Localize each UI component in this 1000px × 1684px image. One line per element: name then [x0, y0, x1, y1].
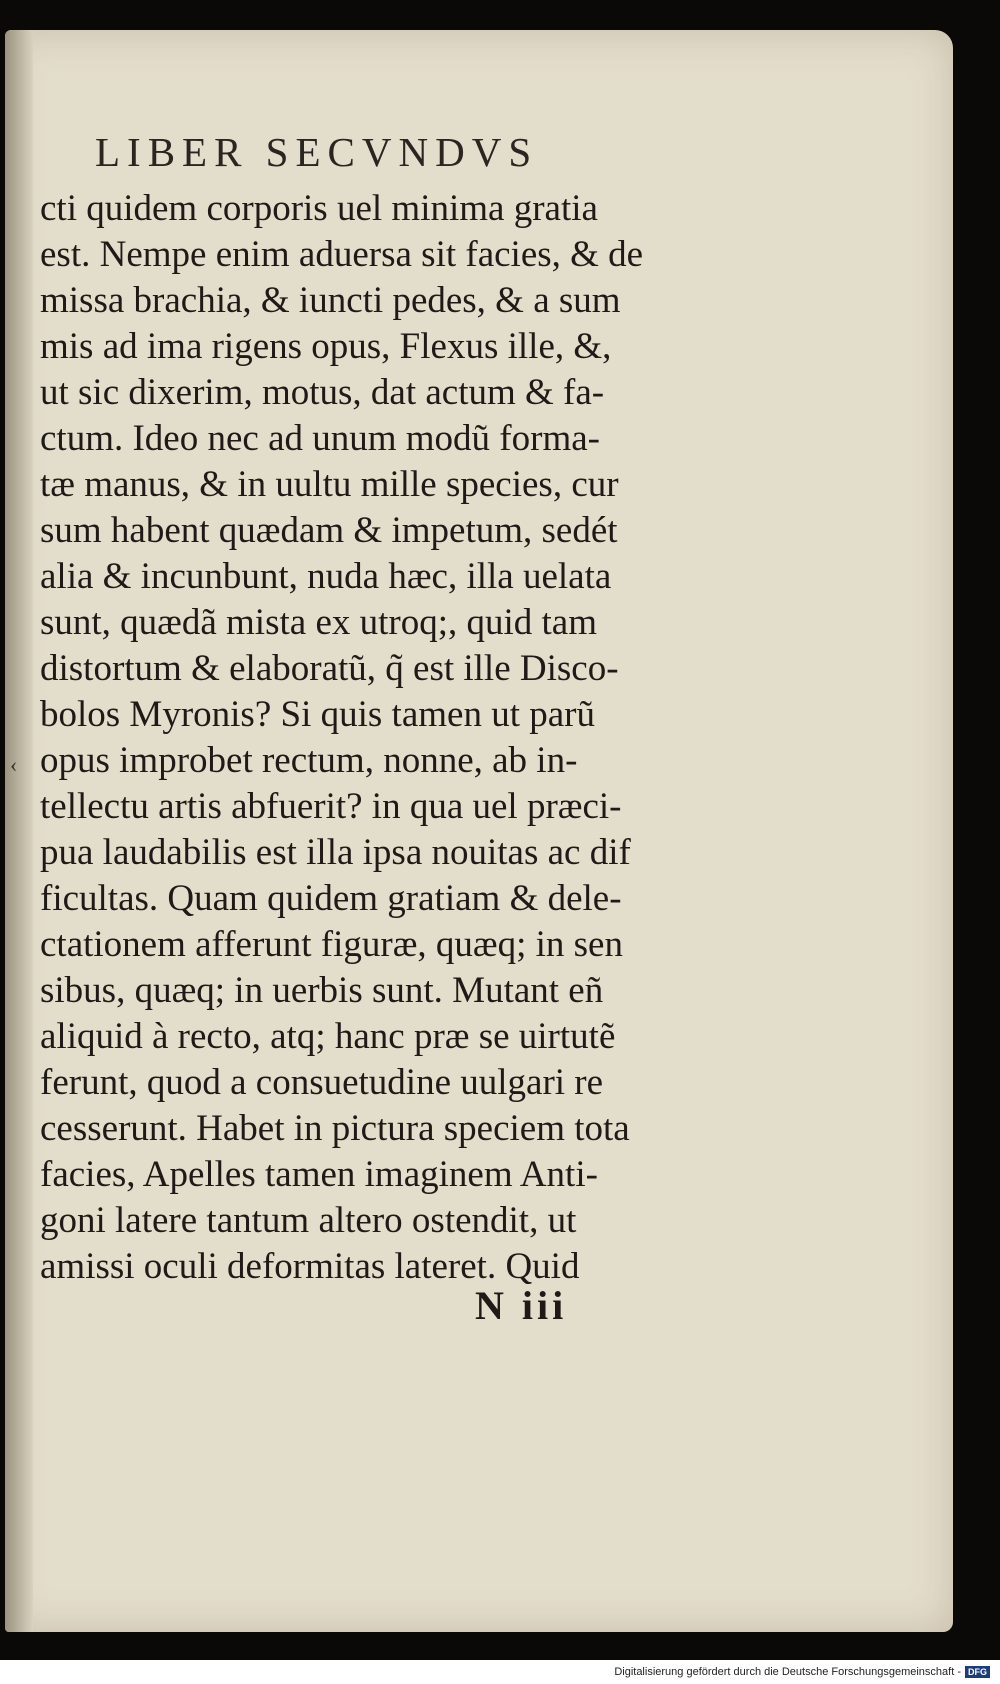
text-line: missa brachia, & iuncti pedes, & a sum — [40, 280, 621, 321]
text-line: ut sic dixerim, motus, dat actum & fa- — [40, 372, 605, 413]
text-line: tellectu artis abfuerit? in qua uel præci- — [40, 786, 622, 827]
text-line: goni latere tantum altero ostendit, ut — [40, 1200, 577, 1241]
text-line: aliquid à recto, atq; hanc præ se uirtutẽ — [40, 1016, 616, 1057]
text-line: sum habent quædam & impetum, sedét — [40, 510, 618, 551]
signature-mark: N iii — [475, 1283, 568, 1328]
text-line: mis ad ima rigens opus, Flexus ille, &, — [40, 326, 612, 367]
text-line: ctum. Ideo nec ad unum modũ forma- — [40, 418, 600, 459]
text-line: bolos Myronis? Si quis tamen ut parũ — [40, 694, 595, 735]
text-line: distortum & elaboratũ, q̃ est ille Disco- — [40, 648, 619, 689]
text-line: cti quidem corporis uel minima gratia — [40, 188, 598, 229]
page-gutter — [5, 30, 33, 1632]
text-line: alia & incunbunt, nuda hæc, illa uelata — [40, 556, 612, 597]
digitization-footer — [0, 1660, 1000, 1684]
dfg-logo-icon: DFG — [965, 1666, 990, 1678]
text-line: amissi oculi deformitas lateret. Quid — [40, 1246, 580, 1287]
text-line: ferunt, quod a consuetudine uulgari re — [40, 1062, 604, 1103]
running-title: LIBER SECVNDVS — [95, 129, 539, 175]
text-line: tæ manus, & in uultu mille species, cur — [40, 464, 619, 505]
text-line: cesserunt. Habet in pictura speciem tota — [40, 1108, 630, 1149]
text-line: est. Nempe enim aduersa sit facies, & de — [40, 234, 644, 275]
text-line: pua laudabilis est illa ipsa nouitas ac dif — [40, 832, 631, 873]
text-line: ficultas. Quam quidem gratiam & dele- — [40, 878, 622, 919]
body-text — [40, 186, 680, 1290]
text-line: sibus, quæq; in uerbis sunt. Mutant eñ — [40, 970, 604, 1011]
margin-mark: ‹ — [10, 752, 18, 777]
text-line: facies, Apelles tamen imaginem Anti- — [40, 1154, 598, 1195]
text-line: opus improbet rectum, nonne, ab in- — [40, 740, 578, 781]
text-line: sunt, quædã mista ex utroq;, quid tam — [40, 602, 598, 643]
footer-credit: Digitalisierung gefördert durch die Deutsche Forschungsgemeinschaft - — [614, 1666, 961, 1678]
text-line: ctationem afferunt figuræ, quæq; in sen — [40, 924, 623, 965]
